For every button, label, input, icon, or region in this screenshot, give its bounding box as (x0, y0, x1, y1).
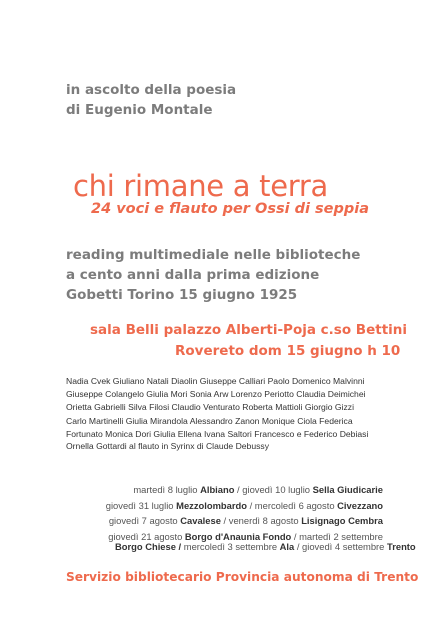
readers-line: Giuseppe Colangelo Giulia Mori Sonia Arw Lorenzo Periotto Claudia Deimichei (66, 389, 366, 400)
intro-line-2: di Eugenio Montale (66, 102, 213, 118)
readers-list (66, 375, 368, 441)
schedule-row: giovedì 31 luglio Mezzolombardo / mercoledì 6 agosto Civezzano (105, 499, 383, 511)
reading-line-2: a cento anni dalla prima edizione (66, 267, 320, 283)
event-subtitle: 24 voci e flauto per Ossi di seppia (91, 201, 369, 217)
intro-line-1: in ascolto della poesia (66, 82, 237, 98)
schedule-list (106, 482, 383, 544)
reading-line-1: reading multimediale nelle biblioteche (66, 247, 361, 263)
organizer-footer: Servizio bibliotecario Provincia autonoma di Trento (66, 570, 419, 584)
venue-date-time: Rovereto dom 15 giugno h 10 (175, 343, 401, 359)
event-title: chi rimane a terra (73, 169, 328, 203)
intro-block (66, 80, 236, 120)
reading-line-3: Gobetti Torino 15 giugno 1925 (66, 287, 298, 303)
schedule-row-last: Borgo Chiese / mercoledì 3 settembre Ala / giovedì 4 settembre Trento (115, 541, 416, 552)
readers-line: Fortunato Monica Dori Giulia Ellena Ivana Saltori Francesco e Federico Debiasi (66, 428, 369, 439)
reading-description (66, 245, 360, 305)
readers-line: Nadia Cvek Giuliano Natali Diaolin Giuseppe Calliari Paolo Domenico Malvinni (66, 376, 365, 386)
flute-note: Ornella Gottardi al flauto in Syrinx di Claude Debussy (66, 441, 270, 451)
venue-location: sala Belli palazzo Alberti-Poja c.so Bettini (90, 322, 408, 338)
readers-line: Carlo Martinelli Giulia Mirandola Alessandro Zanon Monique Ciola Federica (66, 415, 353, 426)
schedule-row: giovedì 7 agosto Cavalese / venerdì 8 agosto Lisignago Cembra (108, 515, 383, 527)
schedule-row: martedì 8 luglio Albiano / giovedì 10 luglio Sella Giudicarie (133, 484, 383, 495)
schedule-row: giovedì 21 agosto Borgo d'Anaunia Fondo / martedì 2 settembre (108, 530, 383, 542)
readers-line: Orietta Gabrielli Silva Filosi Claudio Venturato Roberta Mattioli Giorgio Gizzi (66, 402, 355, 413)
